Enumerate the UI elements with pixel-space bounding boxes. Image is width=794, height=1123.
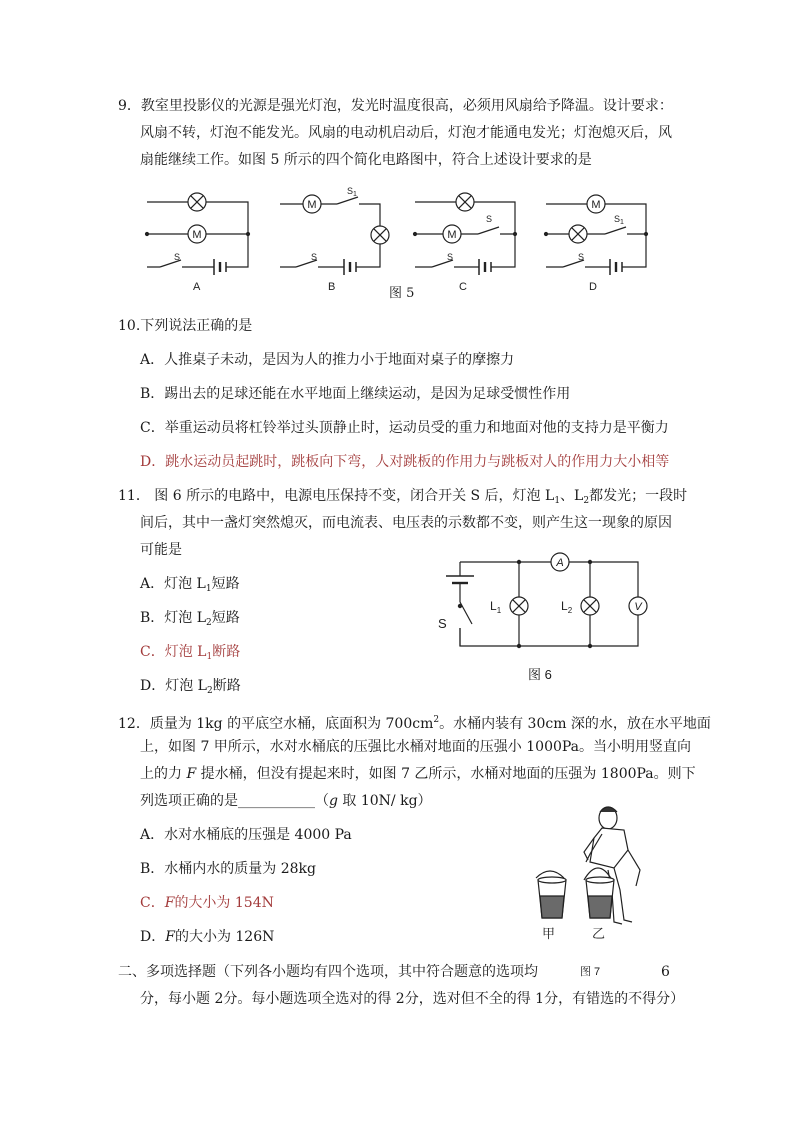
- lamp-icon: [188, 193, 206, 211]
- lamp-l2-icon: [581, 597, 599, 615]
- q9-line1: 9．教室里投影仪的光源是强光灯泡，发光时温度很高，必须用风扇给予降温。设计要求：: [118, 98, 673, 114]
- q11-line2: 间后，其中一盏灯突然熄灭，而电流表、电压表的示数都不变，则产生这一现象的原因: [140, 515, 672, 531]
- circuit-d: [545, 195, 648, 293]
- circuit-a: [146, 193, 250, 293]
- q10-stem: 10.下列说法正确的是: [118, 318, 253, 334]
- svg-text:S1: $S_1$: [347, 186, 357, 198]
- q12-line4: 列选项正确的是___________（g 取 10N/ kg）: [140, 793, 432, 809]
- q9-line3: 扇能继续工作。如图 5 所示的四个简化电路图中，符合上述设计要求的是: [140, 152, 592, 168]
- q12-option-c: C．F的大小为 154N: [140, 895, 274, 911]
- q12-line2: 上，如图 7 甲所示，水对水桶底的压强比水桶对地面的压强小 1000Pa。当小明用竖直向: [140, 739, 692, 755]
- circuit-c: [414, 193, 517, 293]
- lamp-icon: [569, 225, 587, 243]
- figure-7-caption: 图 7: [576, 962, 604, 982]
- motor-icon: M: [307, 199, 317, 211]
- svg-text:S: S: [447, 252, 454, 262]
- switch-label: S: [438, 616, 447, 631]
- figure-5-caption: 图 5: [389, 286, 415, 301]
- q11-option-b: B．灯泡 $L_2$短路: [140, 610, 240, 628]
- lamp-l1-icon: [510, 597, 528, 615]
- svg-text:A: A: [556, 557, 564, 569]
- q11-line3: 可能是: [140, 542, 182, 558]
- figure-6-caption: 图 6: [528, 667, 552, 682]
- motor-icon: M: [192, 229, 202, 241]
- svg-text:S: S: [486, 214, 493, 224]
- label-jia: 甲: [542, 926, 556, 941]
- label-d: D: [589, 281, 597, 293]
- q12-line3: 上的力 F 提水桶，但没有提起来时，如图 7 乙所示，水桶对地面的压强为 1800Pa。则下: [140, 766, 696, 782]
- q12-option-b: B．水桶内水的质量为 28kg: [140, 861, 316, 877]
- section2-score: 6: [661, 964, 670, 980]
- label-c: C: [459, 281, 467, 293]
- answer-blank: ___________: [238, 793, 315, 809]
- motor-icon: M: [447, 229, 457, 241]
- svg-text:S: S: [174, 252, 181, 262]
- motor-icon: M: [591, 199, 601, 211]
- section2-line1: 二、多项选择题（下列各小题均有四个选项，其中符合题意的选项均: [118, 964, 538, 980]
- lamp-icon: [371, 226, 389, 244]
- svg-text:V: V: [634, 601, 642, 613]
- q11-option-a: A．灯泡 $L_1$短路: [140, 576, 240, 594]
- figure-7-buckets: [528, 800, 668, 950]
- svg-text:S: S: [578, 252, 585, 262]
- label-yi: 乙: [592, 926, 606, 941]
- q12-option-a: A．水对水桶底的压强是 4000 Pa: [140, 827, 352, 843]
- section2-line2: 分，每小题 2分。每小题选项全选对的得 2分，选对但不全的得 1分，有错选的不得分）: [140, 991, 685, 1007]
- q10-option-c: C．举重运动员将杠铃举过头顶静止时，运动员受的重力和地面对他的支持力是平衡力: [140, 420, 669, 436]
- figure-6-circuit: [430, 550, 660, 665]
- q10-option-d: D．跳水运动员起跳时，跳板向下弯，人对跳板的作用力与跳板对人的作用力大小相等: [140, 454, 670, 470]
- q12-line1: 12．质量为 1kg 的平底空水桶，底面积为 $700cm^2$。水桶内装有 30cm 深的水，放在水平地面: [118, 715, 711, 732]
- q10-option-b: B．踢出去的足球还能在水平地面上继续运动，是因为足球受惯性作用: [140, 386, 571, 402]
- q12-option-d: D．F的大小为 126N: [140, 929, 275, 945]
- q11-option-d: D．灯泡 $L_2$断路: [140, 678, 241, 696]
- circuit-b: [280, 186, 389, 293]
- svg-text:L2: $L_2$: [561, 599, 573, 615]
- svg-text:S: S: [311, 252, 318, 262]
- svg-text:S1: $S_1$: [614, 214, 624, 226]
- lamp-icon: [456, 193, 474, 211]
- q9-line2: 风扇不转，灯泡不能发光。风扇的电动机启动后，灯泡才能通电发光；灯泡熄灭后，风: [140, 125, 672, 141]
- q10-option-a: A．人推桌子未动，是因为人的推力小于地面对桌子的摩擦力: [140, 352, 515, 368]
- svg-text:L1: $L_1$: [490, 599, 502, 615]
- q11-line1: 11． 图 6 所示的电路中，电源电压保持不变，闭合开关 S 后，灯泡 $L_1$、$L_2$都发光；一段时: [118, 488, 688, 506]
- q11-option-c: C．灯泡 $L_1$断路: [140, 644, 241, 662]
- label-b: B: [328, 281, 336, 293]
- label-a: A: [193, 281, 201, 293]
